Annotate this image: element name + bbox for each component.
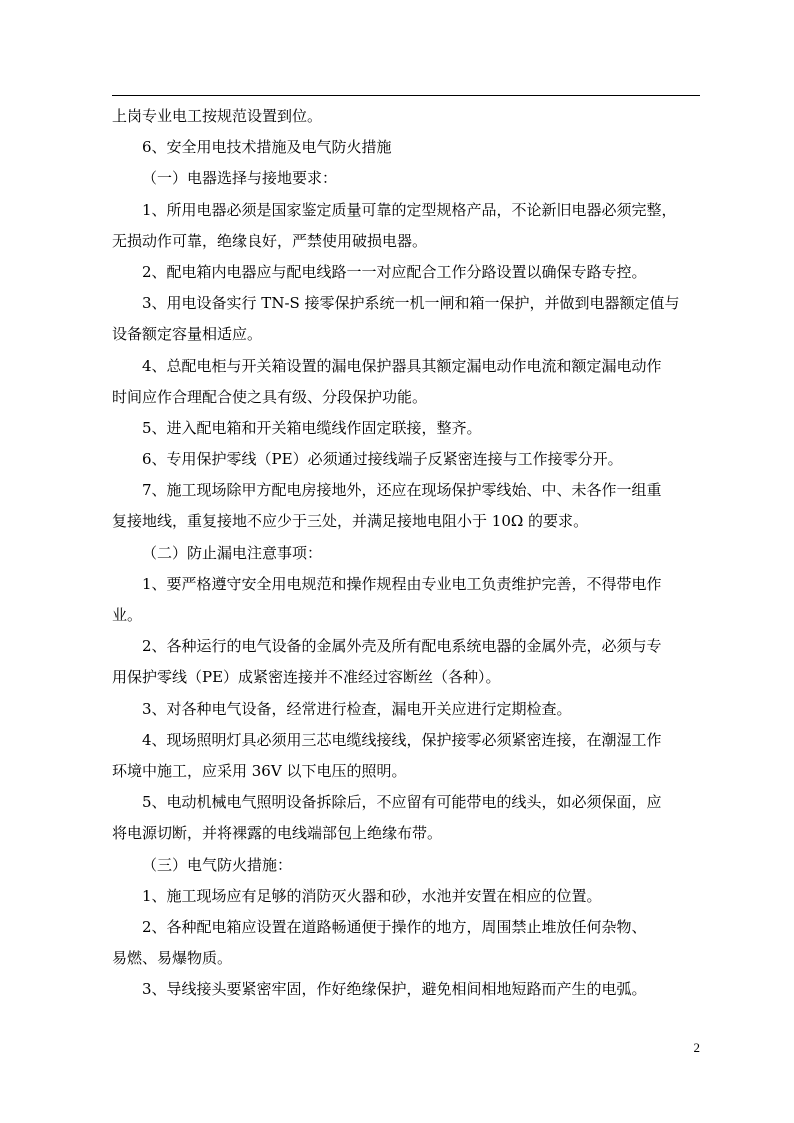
text-line: 5、进入配电箱和开关箱电缆线作固定联接，整齐。: [142, 418, 482, 437]
text-line: 3、用电设备实行 TN-S 接零保护系统一机一闸和箱一保护，并做到电器额定值与: [142, 294, 680, 313]
text-line: 5、电动机械电气照明设备拆除后，不应留有可能带电的线头，如必须保面，应: [142, 793, 662, 812]
text-line: （一）电器选择与接地要求：: [142, 169, 338, 188]
text-line: （三）电气防火措施：: [142, 855, 293, 874]
text-line: 2、各种配电箱应设置在道路畅通便于操作的地方，周围禁止堆放任何杂物、: [142, 917, 647, 936]
text-line: 2、配电箱内电器应与配电线路一一对应配合工作分路设置以确保专路专控。: [142, 262, 647, 281]
text-line: 易燃、易爆物质。: [112, 949, 233, 968]
text-line: 3、导线接头要紧密牢固，作好绝缘保护，避免相间相地短路而产生的电弧。: [142, 980, 647, 999]
text-line: 4、现场照明灯具必须用三芯电缆线接线，保护接零必须紧密连接，在潮湿工作: [142, 730, 662, 749]
page-number: 2: [693, 1040, 700, 1055]
text-line: 用保护零线（PE）成紧密连接并不准经过容断丝（各种）。: [112, 668, 501, 687]
document-body: [112, 101, 700, 1005]
text-line: 环境中施工，应采用 36V 以下电压的照明。: [112, 761, 407, 780]
text-line: 6、专用保护零线（PE）必须通过接线端子反紧密连接与工作接零分开。: [142, 450, 623, 469]
text-line: 业。: [112, 606, 143, 624]
text-line: （二）防止漏电注意事项：: [142, 543, 323, 562]
text-line: 复接地线，重复接地不应少于三处，并满足接地电阻小于 10Ω 的要求。: [112, 512, 589, 531]
text-line: 1、施工现场应有足够的消防灭火器和砂，水池并安置在相应的位置。: [142, 886, 602, 905]
header-rule: [112, 95, 700, 96]
text-line: 上岗专业电工按规范设置到位。: [112, 107, 323, 125]
text-line: 3、对各种电气设备，经常进行检查，漏电开关应进行定期检查。: [142, 699, 572, 718]
text-line: 将电源切断，并将裸露的电线端部包上绝缘布带。: [112, 824, 443, 843]
text-line: 时间应作合理配合使之具有级、分段保护功能。: [112, 387, 428, 406]
text-line: 无损动作可靠，绝缘良好，严禁使用破损电器。: [112, 231, 428, 250]
text-line: 2、各种运行的电气设备的金属外壳及所有配电系统电器的金属外壳，必须与专: [142, 637, 662, 656]
text-line: 7、施工现场除甲方配电房接地外，还应在现场保护零线始、中、未各作一组重: [142, 481, 662, 500]
text-line: 6、安全用电技术措施及电气防火措施: [142, 138, 392, 157]
text-line: 4、总配电柜与开关箱设置的漏电保护器具其额定漏电动作电流和额定漏电动作: [142, 356, 662, 375]
text-line: 1、所用电器必须是国家鉴定质量可靠的定型规格产品，不论新旧电器必须完整，: [142, 200, 677, 219]
text-line: 设备额定容量相适应。: [112, 325, 263, 344]
text-line: 1、要严格遵守安全用电规范和操作规程由专业电工负责维护完善，不得带电作: [142, 574, 662, 593]
